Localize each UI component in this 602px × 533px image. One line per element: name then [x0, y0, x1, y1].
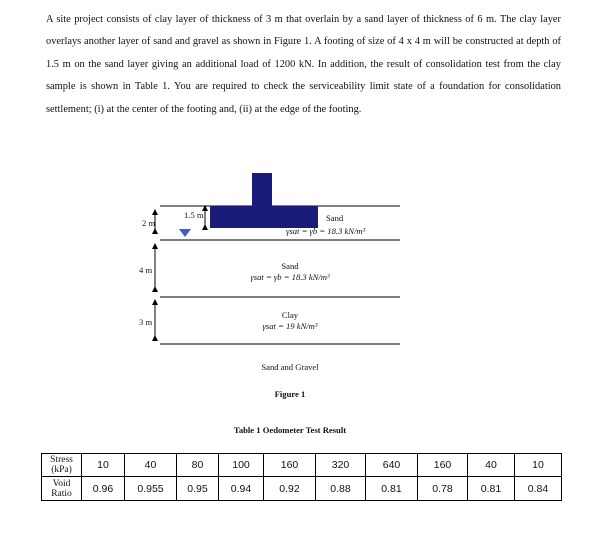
layer4-name: Sand and Gravel	[261, 362, 319, 372]
stress-cell: 40	[468, 454, 515, 477]
void-ratio-cell: 0.88	[316, 477, 366, 501]
layer3-name: Clay	[281, 310, 299, 320]
void-ratio-cell: 0.94	[219, 477, 264, 501]
void-ratio-cell: 0.78	[418, 477, 468, 501]
footing-base	[210, 206, 318, 228]
void-ratio-cell: 0.84	[515, 477, 562, 501]
dimension-label-1-5m: 1.5 m	[184, 210, 204, 220]
stress-cell: 160	[264, 454, 316, 477]
void-ratio-cell: 0.955	[125, 477, 177, 501]
figure-caption: Figure 1	[274, 389, 306, 399]
dimension-label-2m: 2 m	[142, 218, 156, 228]
layer1-name: Sand	[326, 213, 344, 223]
stress-cell: 40	[125, 454, 177, 477]
table-title: Table 1 Oedometer Test Result	[233, 425, 347, 435]
water-table-icon	[179, 229, 191, 237]
dimension-label-3m: 3 m	[139, 317, 153, 327]
void-ratio-cell: 0.95	[177, 477, 219, 501]
oedometer-table	[41, 453, 562, 501]
void-ratio-cell: 0.96	[82, 477, 125, 501]
void-ratio-cell: 0.92	[264, 477, 316, 501]
layer2-unit-weight: γsat = γb = 18.3 kN/m³	[250, 272, 330, 282]
stress-cell: 320	[316, 454, 366, 477]
void-ratio-header: Void Ratio	[42, 477, 82, 501]
stress-header: Stress (kPa)	[42, 454, 82, 477]
layer2-name: Sand	[281, 261, 299, 271]
stress-cell: 160	[418, 454, 468, 477]
stress-cell: 640	[366, 454, 418, 477]
problem-statement: A site project consists of clay layer of thickness of 3 m that overlain by a sand layer of thickness of 6 m. The clay layer overlays another layer of sand and gravel as shown in Figure 1. A footing of size of 4 x 4 m will be constructed at depth of 1.5 m on the sand layer giving an additional load of 1200 kN. In addition, the result of consolidation test from the clay sample is shown in Table 1. You are required to check the serviceability limit state of a foundation for consolidation settlement; (i) at the center of the footing and, (ii) at the edge of the footing.	[46, 14, 561, 115]
layer3-unit-weight: γsat = 19 kN/m³	[262, 321, 318, 331]
footing-column	[252, 173, 272, 206]
stress-cell: 100	[219, 454, 264, 477]
void-ratio-cell: 0.81	[468, 477, 515, 501]
dimension-label-4m: 4 m	[139, 265, 153, 275]
stress-cell: 10	[82, 454, 125, 477]
stress-cell: 10	[515, 454, 562, 477]
layer1-unit-weight: γsat = γb = 18.3 kN/m³	[286, 226, 366, 236]
void-ratio-row	[42, 477, 562, 501]
stress-cell: 80	[177, 454, 219, 477]
void-ratio-cell: 0.81	[366, 477, 418, 501]
stress-row	[42, 454, 562, 477]
